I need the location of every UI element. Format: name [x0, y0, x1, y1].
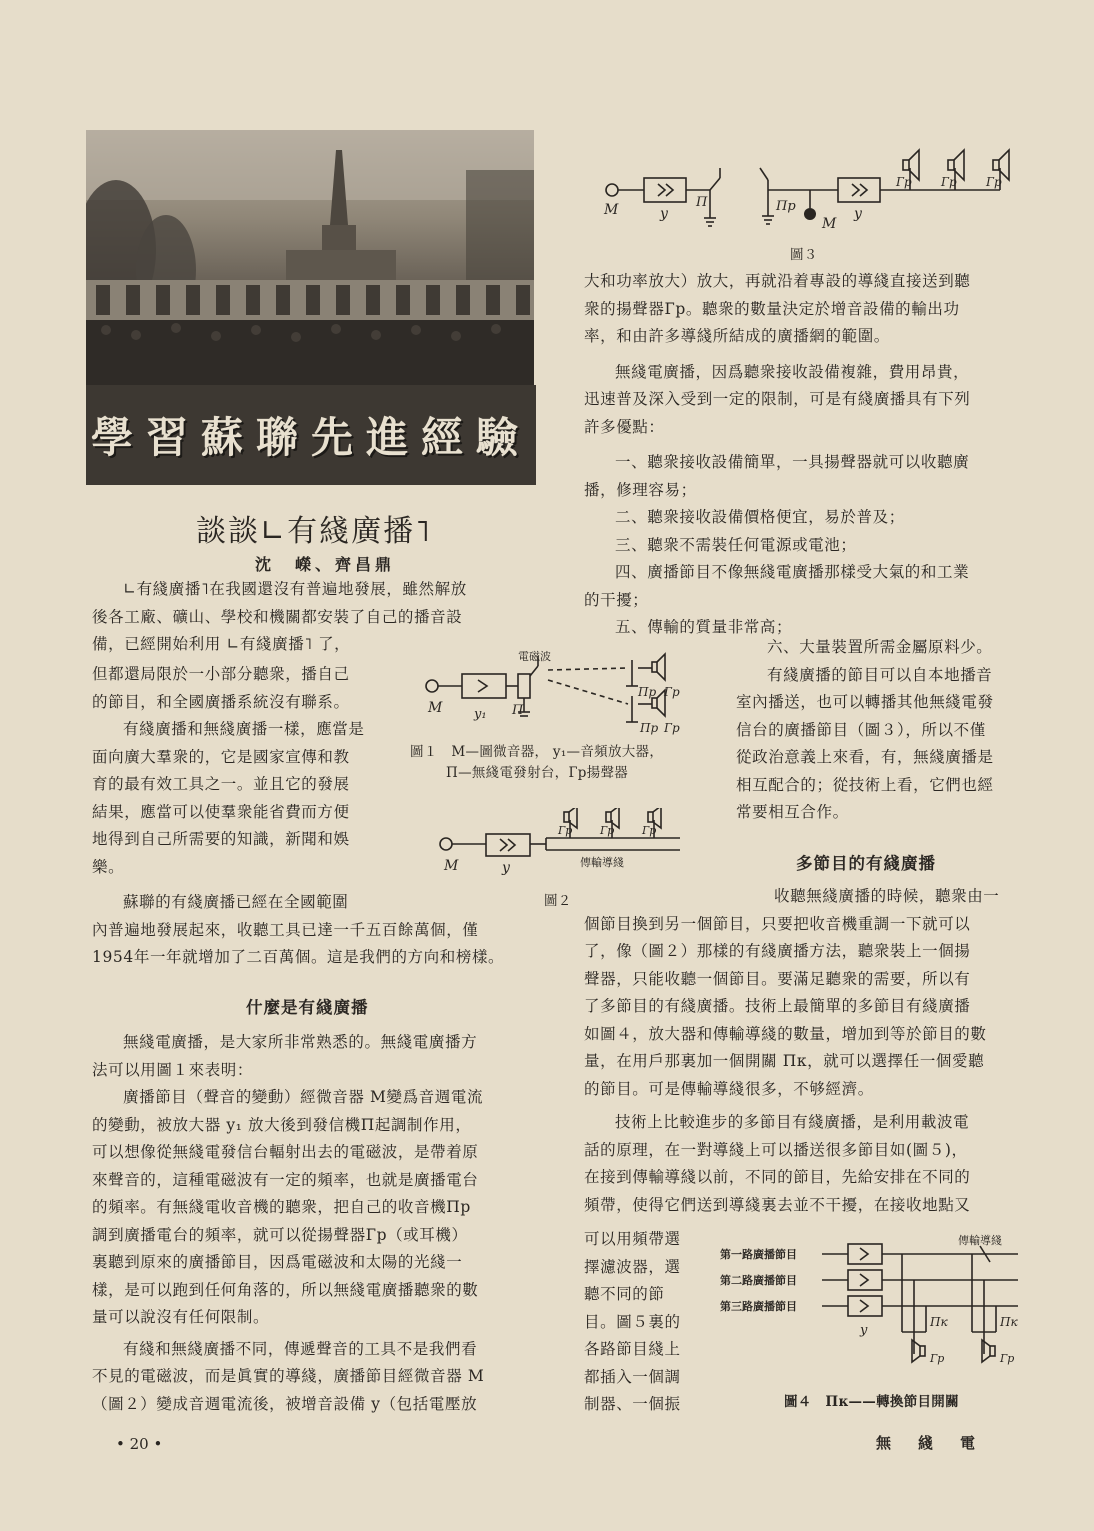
fig1-label-wave: 電磁波 [518, 650, 551, 663]
text-line: 的干擾； [584, 590, 649, 609]
fig4-label-gr: Гр [1000, 1352, 1015, 1365]
fig1-label-pr: Пр [640, 721, 659, 735]
text-line: 話的原理，在一對導綫上可以播送很多節目如(圖５)， [584, 1140, 968, 1159]
multi-program-text [584, 883, 1040, 1219]
figure-3-diagram [600, 148, 1030, 258]
text-line: 樂。 [92, 857, 125, 876]
text-line: 大和功率放大）放大，再就沿着專設的導綫直接送到聽 [584, 272, 971, 290]
intro-para-2 [92, 889, 548, 972]
fig1-label-p: П [512, 703, 524, 718]
text-line: （圖２）變成音週電流後，被增音設備 y（包括電壓放 [92, 1394, 478, 1413]
article-authors: 沈 嶸、齊昌鼎 [255, 555, 396, 574]
text-line: 廣播節目（聲音的變動）經微音器 M變爲音週電流 [123, 1088, 484, 1106]
text-line: 聲器，只能收聽一個節目。要滿足聽衆的需要，所以有 [584, 969, 971, 988]
text-line: 衆的揚聲器Гр。聽衆的數量決定於增音設備的輸出功 [584, 299, 960, 318]
intro-para-1-narrow [92, 661, 398, 881]
text-line: 的變動，被放大器 y₁ 放大後到發信機П起調制作用， [92, 1115, 472, 1134]
fig4-label-gr: Гр [930, 1352, 945, 1365]
text-line: 都插入一個調 [584, 1367, 681, 1386]
caption-line: 圖１ M—圖微音器， y₁—音頻放大器， [410, 744, 664, 760]
photo-art [86, 130, 534, 388]
fig2-label-m: M [444, 858, 459, 874]
fig4-label-pk: Пк [1000, 1315, 1018, 1329]
fig3-label-gr: Гр [896, 175, 912, 189]
text-line: 個節目換到另一個節目，只要把收音機重調一下就可以 [584, 914, 971, 933]
text-line: 1954年一年就增加了二百萬個。這是我們的方向和榜樣。 [92, 948, 505, 966]
right-column-text [584, 268, 1040, 642]
text-line: 播，修理容易； [584, 480, 697, 499]
carrier-narrow-text [584, 1226, 702, 1419]
text-line: 制器、一個振 [584, 1395, 681, 1413]
fig1-label-gr: Гр [664, 685, 680, 699]
figure-2-diagram [430, 808, 692, 880]
text-line: 室內播送，也可以轉播其他無綫電發 [736, 693, 994, 711]
fig2-label-gr: Гр [600, 824, 615, 837]
fig3-label-y2: y [854, 206, 862, 222]
text-line: 六、大量裝置所需金屬原料少。 [767, 638, 993, 656]
text-line: 了多節目的有綫廣播。技術上最簡單的多節目有綫廣播 [584, 997, 971, 1015]
text-line: 各路節目綫上 [584, 1340, 681, 1358]
text-line: 來聲音的，這種電磁波有一定的頻率，也就是廣播電台 [92, 1170, 479, 1189]
text-line: 常要相互合作。 [736, 803, 849, 821]
fig1-label-y: y₁ [474, 707, 487, 722]
figure-4-caption: 圖４ Пк——轉換節目開關 [784, 1394, 959, 1410]
fig4-label-pk: Пк [930, 1315, 948, 1329]
text-line: 二、聽衆接收設備價格便宜，易於普及； [615, 508, 905, 526]
fig1-label-gr: Гр [664, 721, 680, 735]
fig3-label-pr: Пр [776, 199, 796, 214]
text-line: 的頻率。有無綫電收音機的聽衆，把自己的收音機Пр [92, 1198, 471, 1216]
text-line: 四、廣播節目不像無綫電廣播那樣受大氣的和工業 [615, 563, 970, 581]
figure-4-diagram [712, 1232, 1032, 1382]
text-line: 無綫電廣播，是大家所非常熟悉的。無綫電廣播方 [123, 1033, 478, 1051]
text-line: 許多優點： [584, 417, 665, 436]
fig3-label-p: П [696, 195, 708, 210]
text-line: 可以想像從無綫電發信台輻射出去的電磁波，是帶着原 [92, 1143, 479, 1161]
text-line: 五、傳輸的質量非常高； [615, 618, 793, 636]
fig3-label-gr: Гр [986, 175, 1002, 189]
figure-1-diagram [418, 646, 680, 738]
text-line: 目。圖５裏的 [584, 1312, 681, 1331]
text-line: 從政治意義上來看，有，無綫廣播是 [736, 748, 994, 766]
text-line: 量可以說沒有任何限制。 [92, 1308, 270, 1326]
text-line: 三、聽衆不需裝任何電源或電池； [615, 535, 857, 554]
text-line: 後各工廠、礦山、學校和機關都安裝了自己的播音設 [92, 607, 463, 626]
fig4-label-prog3: 第三路廣播節目 [720, 1300, 797, 1313]
text-line: 迅速普及深入受到一定的限制，可是有綫廣播具有下列 [584, 390, 971, 408]
section-heading-multi: 多節目的有綫廣播 [796, 854, 936, 873]
text-line: 的節目。可是傳輸導綫很多，不够經濟。 [584, 1079, 874, 1098]
fig3-label-y: y [660, 206, 668, 222]
fig3-label-m2: M [822, 216, 837, 232]
caption-line: П—無綫電發射台，Гр揚聲器 [446, 765, 629, 781]
text-line: 相互配合的；從技術上看，它們也經 [736, 775, 994, 794]
text-line: 樣，是可以跑到任何角落的，所以無綫電廣播聽衆的數 [92, 1280, 479, 1299]
text-line: 率，和由許多導綫所結成的廣播網的範圍。 [584, 327, 890, 345]
text-line: 了，像（圖２）那樣的有綫廣播方法，聽衆裝上一個揚 [584, 942, 971, 960]
text-line: 蘇聯的有綫廣播已經在全國範圍 [123, 893, 349, 911]
text-line: 結果，應當可以使羣衆能省費而方便 [92, 802, 350, 821]
fig3-label-gr: Гр [941, 175, 957, 189]
header-photo [86, 130, 534, 388]
text-line: 可以用頻帶選 [584, 1230, 681, 1248]
text-line: 無綫電廣播，因爲聽衆接收設備複雜，費用昂貴， [615, 362, 970, 381]
text-line: 如圖４，放大器和傳輸導綫的數量，增加到等於節目的數 [584, 1024, 987, 1043]
fig4-label-prog1: 第一路廣播節目 [720, 1248, 797, 1261]
text-line: 一、聽衆接收設備簡單，一具揚聲器就可以收聽廣 [615, 453, 970, 471]
text-line: 內普遍地發展起來，收聽工具已達一千五百餘萬個，僅 [92, 920, 479, 939]
text-line: 但都還局限於一小部分聽衆，播自己 [92, 665, 350, 683]
magazine-name: 無 綫 電 [876, 1434, 982, 1452]
fig1-label-pr: Пр [638, 685, 657, 699]
figure-2-caption: 圖２ [544, 893, 572, 909]
text-line: 地得到自己所需要的知識，新聞和娛 [92, 830, 350, 848]
text-line: 在接到傳輸導綫以前，不同的節目，先給安排在不同的 [584, 1168, 971, 1186]
text-line: 裏聽到原來的廣播節目，因爲電磁波和太陽的光綫一 [92, 1253, 463, 1271]
section1-text [92, 1029, 548, 1418]
text-line: 收聽無綫廣播的時候，聽衆由一 [774, 887, 1000, 905]
fig2-label-gr: Гр [558, 824, 573, 837]
text-line: 法可以用圖１來表明： [92, 1060, 254, 1079]
section-banner [86, 385, 536, 485]
text-line: 頻帶，使得它們送到導綫裏去並不干擾，在接收地點又 [584, 1195, 971, 1214]
text-line: 信台的廣播節目（圖３），所以不僅 [736, 720, 986, 739]
right-narrow-text [736, 634, 1040, 827]
text-line: 技術上比較進步的多節目有綫廣播，是利用載波電 [615, 1113, 970, 1131]
banner-text: 學習蘇聯先進經驗 [90, 413, 531, 462]
text-line: 調到廣播電台的頻率，就可以從揚聲器Гр（或耳機） [92, 1225, 468, 1244]
fig3-label-m: M [604, 202, 619, 218]
text-line: 的節目，和全國廣播系統沒有聯系。 [92, 692, 350, 711]
text-line: 有綫廣播的節目可以自本地播音 [767, 665, 993, 684]
fig2-label-y: y [502, 860, 510, 876]
text-line: 有綫廣播和無綫廣播一樣，應當是 [123, 720, 365, 738]
section-heading-what: 什麼是有綫廣播 [246, 998, 369, 1017]
fig2-label-line: 傳輸導綫 [580, 856, 624, 869]
text-line: 聽不同的節 [584, 1285, 665, 1303]
text-line: 量，在用戶那裏加一個開關 Пк，就可以選擇任一個愛聽 [584, 1052, 985, 1070]
figure-1-caption [410, 742, 663, 784]
figure-3-caption: 圖３ [790, 247, 818, 263]
text-line: ∟有綫廣播˥在我國還沒有普遍地發展，雖然解放 [123, 580, 467, 598]
fig4-label-line: 傳輸導綫 [958, 1234, 1002, 1247]
page-number: • 20 • [116, 1435, 163, 1453]
text-line: 備，已經開始利用 ∟有綫廣播˥ 了， [92, 635, 351, 653]
text-line: 擇濾波器，選 [584, 1257, 681, 1276]
fig1-label-m: M [428, 700, 443, 716]
fig2-label-gr: Гр [642, 824, 657, 837]
fig4-label-prog2: 第二路廣播節目 [720, 1274, 797, 1287]
text-line: 有綫和無綫廣播不同，傳遞聲音的工具不是我們看 [123, 1339, 478, 1358]
text-line: 育的最有效工具之一。並且它的發展 [92, 775, 350, 793]
article-title: 談談∟有綫廣播˥ [196, 514, 432, 549]
fig4-label-y: y [860, 1323, 868, 1338]
text-line: 面向廣大羣衆的，它是國家宣傳和教 [92, 747, 350, 766]
text-line: 不見的電磁波，而是眞實的導綫，廣播節目經微音器 M [92, 1367, 485, 1385]
